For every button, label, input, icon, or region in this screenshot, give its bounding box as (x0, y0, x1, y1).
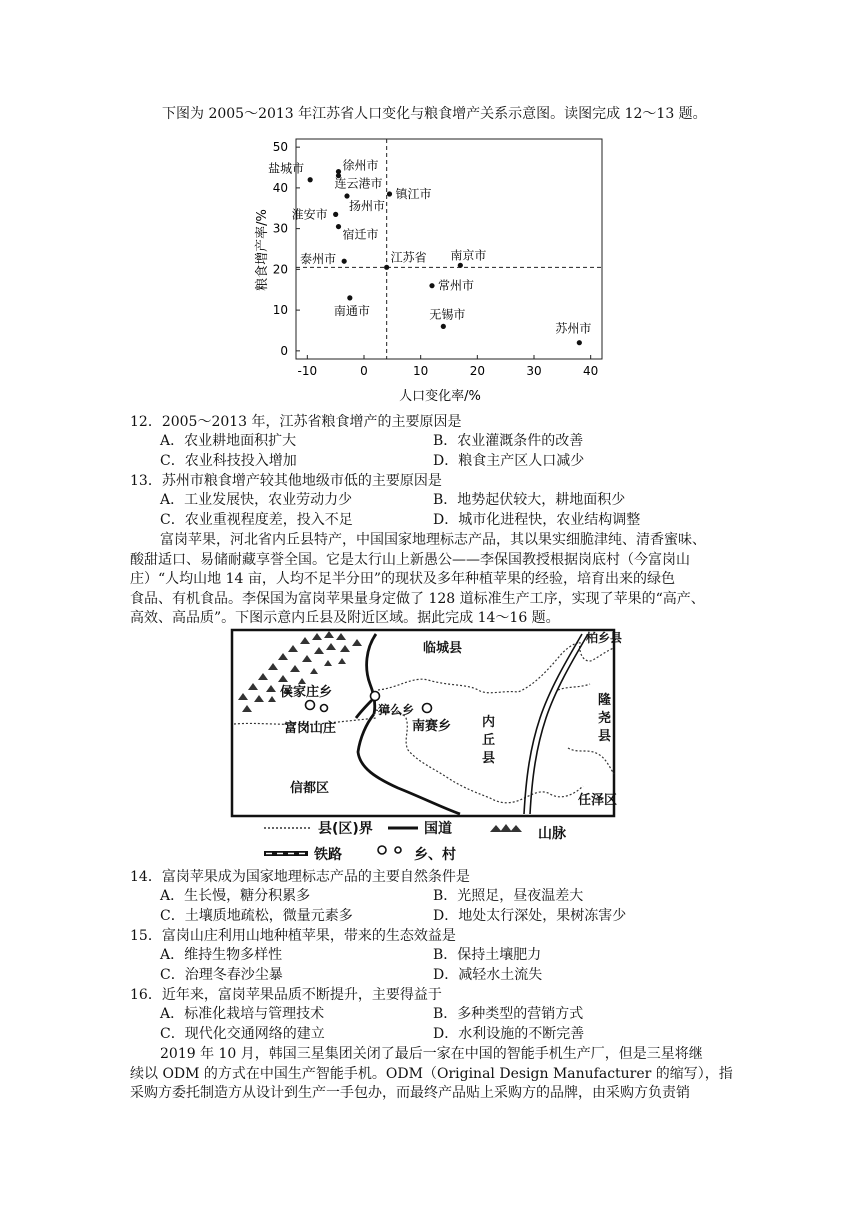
q16-stem: 16．近年来，富岗苹果品质不断提升，主要得益于 (130, 987, 442, 1003)
data-point (344, 193, 349, 198)
q16-option-b[interactable]: B．多种类型的营销方式 (433, 1006, 584, 1022)
x-tick-label: 40 (583, 364, 599, 378)
x-tick-label: 20 (469, 364, 485, 378)
data-point-label: 盐城市 (268, 161, 305, 176)
y-tick-label: 50 (272, 140, 288, 155)
data-point (384, 265, 389, 270)
y-tick-label: 0 (280, 343, 288, 358)
passage3-line: 采购方委托制造方从设计到生产一手包办，而最终产品贴上采购方的品牌，由采购方负责销 (130, 1085, 690, 1101)
data-point-label: 苏州市 (555, 321, 592, 336)
q13-stem: 13．苏州市粮食增产较其他地级市低的主要原因是 (130, 473, 442, 489)
data-point-label: 泰州市 (300, 252, 337, 267)
q13-option-d[interactable]: D．城市化进程快，农业结构调整 (433, 512, 641, 528)
q15-option-b[interactable]: B．保持土壤肥力 (433, 947, 542, 963)
q14-option-c[interactable]: C．土壤质地疏松，微量元素多 (160, 908, 353, 924)
q12-option-b[interactable]: B．农业灌溉条件的改善 (433, 433, 584, 449)
q12-option-d[interactable]: D．粮食主产区人口减少 (433, 453, 585, 469)
data-point (441, 324, 446, 329)
svg-text:县: 县 (482, 751, 496, 766)
data-point (458, 263, 463, 268)
svg-text:内: 内 (482, 715, 496, 730)
map-label-baixiang: 柏乡县 (586, 631, 623, 645)
q13-option-a[interactable]: A．工业发展快，农业劳动力少 (160, 492, 353, 508)
region-map (228, 628, 623, 864)
x-axis-label: 人口变化率/% (399, 389, 481, 404)
legend-village: 乡、村 (414, 847, 456, 863)
village-marker (306, 701, 315, 710)
data-point (333, 212, 338, 217)
village-marker (423, 704, 432, 713)
data-point (387, 191, 392, 196)
passage3-line: 续以 ODM 的方式在中国生产智能手机。ODM（Original Design Manufacturer 的缩写），指 (130, 1066, 733, 1082)
q12-option-a[interactable]: A．农业耕地面积扩大 (160, 433, 297, 449)
data-point (347, 295, 352, 300)
q12-stem: 12．2005～2013 年，江苏省粮食增产的主要原因是 (130, 414, 462, 430)
svg-text:丘: 丘 (482, 733, 496, 748)
q16-option-d[interactable]: D．水利设施的不断完善 (433, 1026, 585, 1042)
data-point (577, 340, 582, 345)
passage2-line: 食品、有机食品。李保国为富岗苹果量身定做了 128 道标准生产工序，实现了苹果的“高产、 (130, 591, 705, 607)
x-tick-label: -10 (297, 364, 318, 378)
map-label-fugang: 富岗山庄 (284, 721, 337, 736)
q15-option-a[interactable]: A．维持生物多样性 (160, 947, 283, 963)
map-label-nansai: 南赛乡 (412, 719, 452, 734)
svg-text:隆: 隆 (598, 693, 612, 708)
data-point-label: 淮安市 (291, 207, 328, 222)
passage2-line: 酸甜适口、易储耐藏享誉全国。它是太行山上新愚公——李保国教授根据岗底村（今富岗山 (130, 552, 690, 568)
village-marker (378, 846, 386, 854)
data-point-label: 扬州市 (349, 199, 386, 214)
data-point-label: 徐州市 (342, 158, 379, 173)
x-tick-label: 30 (526, 364, 542, 378)
map-label-lincheng: 临城县 (423, 641, 463, 656)
q14-option-b[interactable]: B．光照足，昼夜温差大 (433, 888, 584, 904)
q14-option-d[interactable]: D．地处太行深处，果树冻害少 (433, 908, 627, 924)
data-point-label: 南通市 (333, 303, 370, 318)
q12-option-c[interactable]: C．农业科技投入增加 (160, 453, 297, 469)
data-point-label: 宿迁市 (342, 227, 379, 242)
q16-option-c[interactable]: C．现代化交通网络的建立 (160, 1026, 325, 1042)
legend-national-road: 国道 (424, 821, 452, 837)
passage3-line: 2019 年 10 月，韩国三星集团关闭了最后一家在中国的智能手机生产厂，但是三星将继 (160, 1046, 703, 1062)
y-tick-label: 30 (272, 221, 288, 236)
legend-railway: 铁路 (314, 847, 342, 863)
data-point-label: 无锡市 (429, 307, 466, 322)
intro-text: 下图为 2005～2013 年江苏省人口变化与粮食增产关系示意图。读图完成 12～13 题。 (162, 106, 707, 122)
y-tick-label: 40 (272, 180, 288, 195)
data-point-label: 南京市 (450, 248, 487, 263)
svg-text:县: 县 (598, 729, 612, 744)
q14-option-a[interactable]: A．生长慢，糖分积累多 (160, 888, 311, 904)
map-label-houjiazhuang: 侯家庄乡 (280, 685, 333, 700)
svg-text:尧: 尧 (598, 711, 612, 726)
q15-stem: 15．富岗山庄利用山地种植苹果，带来的生态效益是 (130, 928, 456, 944)
legend-county-border: 县(区)界 (318, 821, 373, 837)
y-tick-label: 10 (272, 303, 288, 318)
data-point (429, 283, 434, 288)
data-point (336, 224, 341, 229)
q15-option-c[interactable]: C．治理冬春沙尘暴 (160, 967, 283, 983)
data-point-label: 镇江市 (395, 187, 432, 201)
village-marker (395, 847, 401, 853)
mountain-icon (490, 824, 522, 832)
q13-option-b[interactable]: B．地势起伏较大，耕地面积少 (433, 492, 626, 508)
q15-option-d[interactable]: D．减轻水土流失 (433, 967, 543, 983)
data-point (342, 259, 347, 264)
x-tick-label: 10 (413, 364, 429, 378)
passage2-line: 庄）“人均山地 14 亩，人均不足半分田”的现状及多年种植苹果的经验，培育出来的绿色 (130, 571, 676, 587)
q14-stem: 14．富岗苹果成为国家地理标志产品的主要自然条件是 (130, 869, 470, 885)
data-point-label: 常州市 (438, 278, 475, 293)
scatter-chart (250, 132, 620, 412)
x-tick-label: 0 (360, 364, 368, 378)
q16-option-a[interactable]: A．标准化栽培与管理技术 (160, 1006, 325, 1022)
data-point (308, 177, 313, 182)
q13-option-c[interactable]: C．农业重视程度差，投入不足 (160, 512, 353, 528)
passage2-line: 高效、高品质”。下图示意内丘县及附近区域。据此完成 14～16 题。 (130, 610, 560, 626)
data-point-label: 江苏省 (390, 250, 427, 265)
map-label-neiqiu (482, 714, 495, 766)
legend-mountain: 山脉 (538, 826, 566, 842)
map-label-renze: 任泽区 (578, 793, 618, 808)
map-label-longyao (598, 692, 611, 744)
y-tick-label: 20 (272, 262, 288, 277)
map-label-xindou: 信都区 (290, 781, 330, 796)
village-marker (371, 692, 380, 701)
data-point-label: 连云港市 (334, 176, 383, 191)
map-label-liansang: 獐么乡 (378, 703, 415, 717)
passage2-line: 富岗苹果，河北省内丘县特产，中国国家地理标志产品，其以果实细脆津纯、清香蜜味、 (160, 532, 706, 548)
y-axis-label: 粮食增产率/% (255, 209, 270, 291)
village-marker (321, 705, 328, 712)
